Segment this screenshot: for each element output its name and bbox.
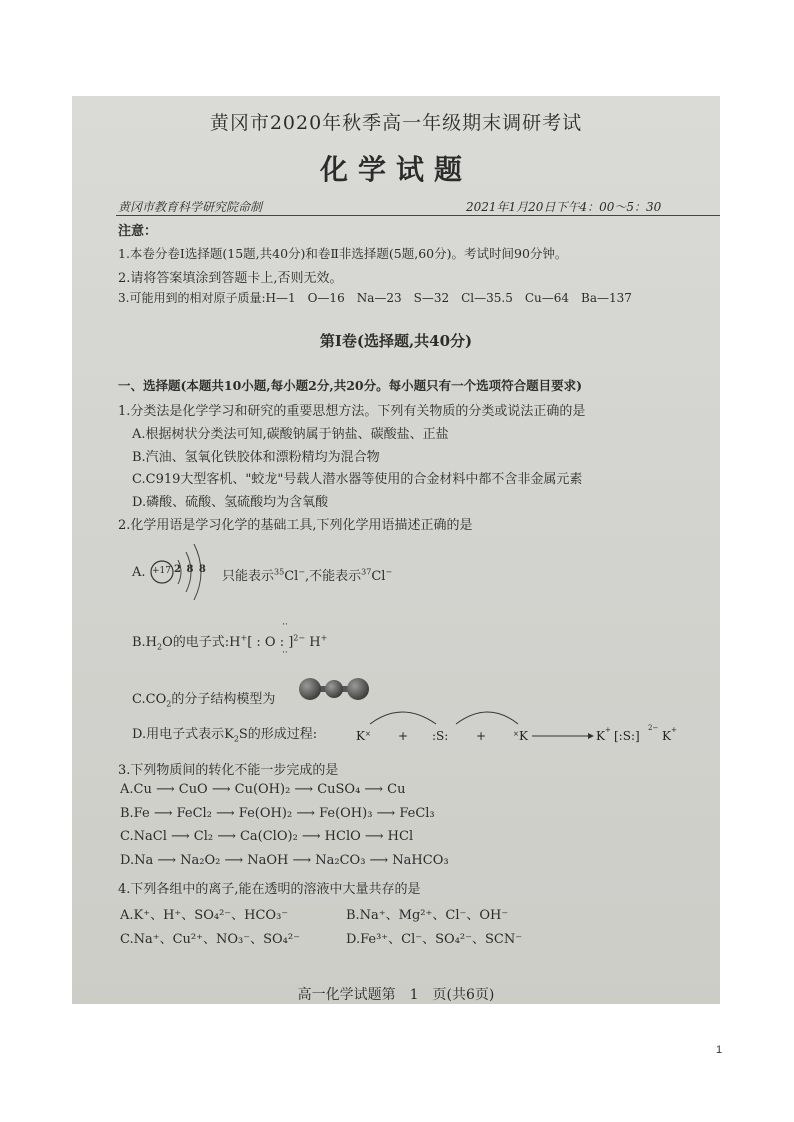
exam-title: 黄冈市2020年秋季高一年级期末调研考试 — [209, 112, 583, 134]
note-2: 2.请将答案填涂到答题卡上,否则无效。 — [118, 271, 343, 286]
svg-text:K: K — [519, 729, 528, 743]
q2-option-d: D.用电子式表示$K_2S$的形成过程: — [132, 727, 318, 744]
svg-text:K: K — [356, 729, 365, 743]
q4-option-c: C.Na⁺、Cu²⁺、NO₃⁻、SO₄²⁻ — [120, 932, 300, 947]
issuer: 黄冈市教育科学研究院命制 — [118, 200, 263, 214]
section-title: 第Ⅰ卷(选择题,共40分) — [319, 332, 473, 350]
svg-text:+: + — [476, 729, 487, 743]
part-title: 一、选择题(本题共10小题,每小题2分,共20分。每小题只有一个选项符合题目要求) — [118, 378, 583, 393]
exam-date: 2021年1月20日下午4：00～5：30 — [466, 200, 662, 214]
q3-option-b: B.Fe ⟶ FeCl₂ ⟶ Fe(OH)₂ ⟶ Fe(OH)₃ ⟶ FeCl₃ — [120, 806, 435, 821]
svg-text:+: + — [671, 726, 677, 734]
subject-title: 化学试题 — [319, 153, 472, 186]
electron-shells: 2 8 8 — [174, 564, 207, 575]
q3-option-d: D.Na ⟶ Na₂O₂ ⟶ NaOH ⟶ Na₂CO₃ ⟶ NaHCO₃ — [120, 853, 449, 868]
svg-text::S:: :S: — [432, 729, 449, 743]
note-3: 3.可能用到的相对原子质量:H—1 O—16 Na—23 S—32 Cl—35.5 Cu—64 Ba—137 — [118, 291, 632, 305]
k2s-formation-diagram — [352, 706, 717, 748]
q1-option-c: C.C919大型客机、"蛟龙"号载人潜水器等使用的合金材料中都不含非金属元素 — [132, 472, 583, 487]
q4-option-a: A.K⁺、H⁺、SO₄²⁻、HCO₃⁻ — [120, 908, 289, 923]
q4-option-b: B.Na⁺、Mg²⁺、Cl⁻、OH⁻ — [346, 908, 509, 923]
svg-text:2−: 2− — [648, 724, 659, 732]
carbon-atom — [325, 680, 343, 698]
q2-option-b: $B.H_2O$的电子式:H+[ : O : ]$^{2-}$ H+ — [132, 633, 328, 652]
note-1: 1.本卷分卷Ⅰ选择题(15题,共40分)和卷Ⅱ非选择题(5题,60分)。考试时间90分钟。 — [118, 246, 568, 261]
q2-a-prefix: A. — [132, 565, 146, 580]
q1-stem: 1.分类法是化学学习和研究的重要思想方法。下列有关物质的分类或说法正确的是 — [118, 404, 586, 419]
svg-text:[:S:]: [:S:] — [614, 729, 640, 743]
page-footer: 高一化学试题第 1 页(共6页) — [297, 987, 495, 1003]
q3-stem: 3.下列物质间的转化不能一步完成的是 — [118, 763, 339, 778]
page-number: 1 — [716, 1044, 723, 1056]
q1-option-a: A.根据树状分类法可知,碳酸钠属于钠盐、碳酸盐、正盐 — [132, 427, 449, 442]
svg-text:K: K — [662, 729, 671, 743]
svg-text:+: + — [605, 726, 611, 734]
q4-option-d: D.Fe³⁺、Cl⁻、SO₄²⁻、SCN⁻ — [346, 932, 523, 947]
electron-transfer-arrow-left — [370, 712, 436, 724]
nucleus-charge: +17 — [152, 566, 171, 576]
svg-text:K: K — [596, 729, 605, 743]
q1-option-d: D.磷酸、硫酸、氢硫酸均为含氧酸 — [132, 495, 329, 510]
co2-ball-model — [296, 676, 372, 702]
electron-transfer-arrow-right — [456, 712, 518, 724]
q3-option-c: C.NaCl ⟶ Cl₂ ⟶ Ca(ClO)₂ ⟶ HClO ⟶ HCl — [120, 829, 414, 844]
q3-option-a: A.Cu ⟶ CuO ⟶ Cu(OH)₂ ⟶ CuSO₄ ⟶ Cu — [120, 782, 406, 797]
q2-stem: 2.化学用语是学习化学的基础工具,下列化学用语描述正确的是 — [118, 518, 473, 533]
oxygen-atom-right — [347, 678, 369, 700]
q2-option-a — [132, 565, 146, 580]
exam-photo: 黄冈市2020年秋季高一年级期末调研考试 化学试题 黄冈市教育科学研究院命制 2021年1月20日下午4：00～5：30 注意： 1.本卷分卷Ⅰ选择题(15题,共40分)和卷Ⅱ非选择题(5题,60分)。考试时间90分钟。 2.请将答案填涂到答题卡上,否则无效。 3.可能用到的相对原子质量:H—1 O—16 Na—23 S—32 Cl—35.5 Cu—64 Ba—137 第Ⅰ卷(选择题,共40分) 一、选择题(本题共10小题,每小题2分,共20分。每小题只有一个选项符合题目要求) 1.分类法是化学学习和研究的重要思想方法。下列有关物质的分类或说法正确的是 A.根据树状分类法可知,碳酸钠属于钠盐、碳酸盐、正盐 B.汽油、氢氧化铁胶体和漂粉精均为混合物 C.C919大型客机、"蛟龙"号载人潜水器等使用的合金材料中都不含非金属元素 D.磷酸、硫酸、氢硫酸均为含氧酸 2.化学用语是学习化学的基础工具,下列化学用语描述正确的是 A. +17 2 8 8 只能表示$^{35}$Cl−,不能表示$^{37}$Cl− ·· ·· $B.H_2O$的电子式:H+[ : O : ]$^{2-}$ H+ $C.CO_2$的分子结构模型为 D.用电子式表示$K_2S$的形成过程: K × + :S: + × K K + [:S:] 2− K + 3.下列物质间的转化不能一步完成的是 A.Cu ⟶ CuO ⟶ Cu(OH)₂ ⟶ CuSO₄ ⟶ Cu B.Fe ⟶ FeCl₂ ⟶ Fe(OH)₂ ⟶ Fe(OH)₃ ⟶ FeCl₃ C.NaCl ⟶ Cl₂ ⟶ Ca(ClO)₂ ⟶ HClO ⟶ HCl D.Na ⟶ Na₂O₂ ⟶ NaOH ⟶ Na₂CO₃ ⟶ NaHCO₃ 4.下列各组中的离子,能在透明的溶液中大量共存的是 A.K⁺、H⁺、SO₄²⁻、HCO₃⁻ B.Na⁺、Mg²⁺、Cl⁻、OH⁻ C.Na⁺、Cu²⁺、NO₃⁻、SO₄²⁻ D.Fe³⁺、Cl⁻、SO₄²⁻、SCN⁻ 高一化学试题第 1 页(共6页) — [72, 96, 720, 1004]
svg-text:×: × — [365, 730, 371, 738]
q2-option-c: $C.CO_2$的分子结构模型为 — [132, 692, 276, 709]
oxygen-atom-left — [299, 678, 321, 700]
q4-stem: 4.下列各组中的离子,能在透明的溶液中大量共存的是 — [118, 882, 421, 897]
svg-text:×: × — [513, 730, 519, 738]
notes-label: 注意： — [118, 224, 158, 239]
q1-option-b: B.汽油、氢氧化铁胶体和漂粉精均为混合物 — [132, 450, 380, 465]
svg-text:+: + — [398, 729, 409, 743]
q2-a-text: 只能表示$^{35}$Cl−,不能表示$^{37}$Cl− — [222, 567, 393, 584]
header-rule — [116, 215, 720, 216]
